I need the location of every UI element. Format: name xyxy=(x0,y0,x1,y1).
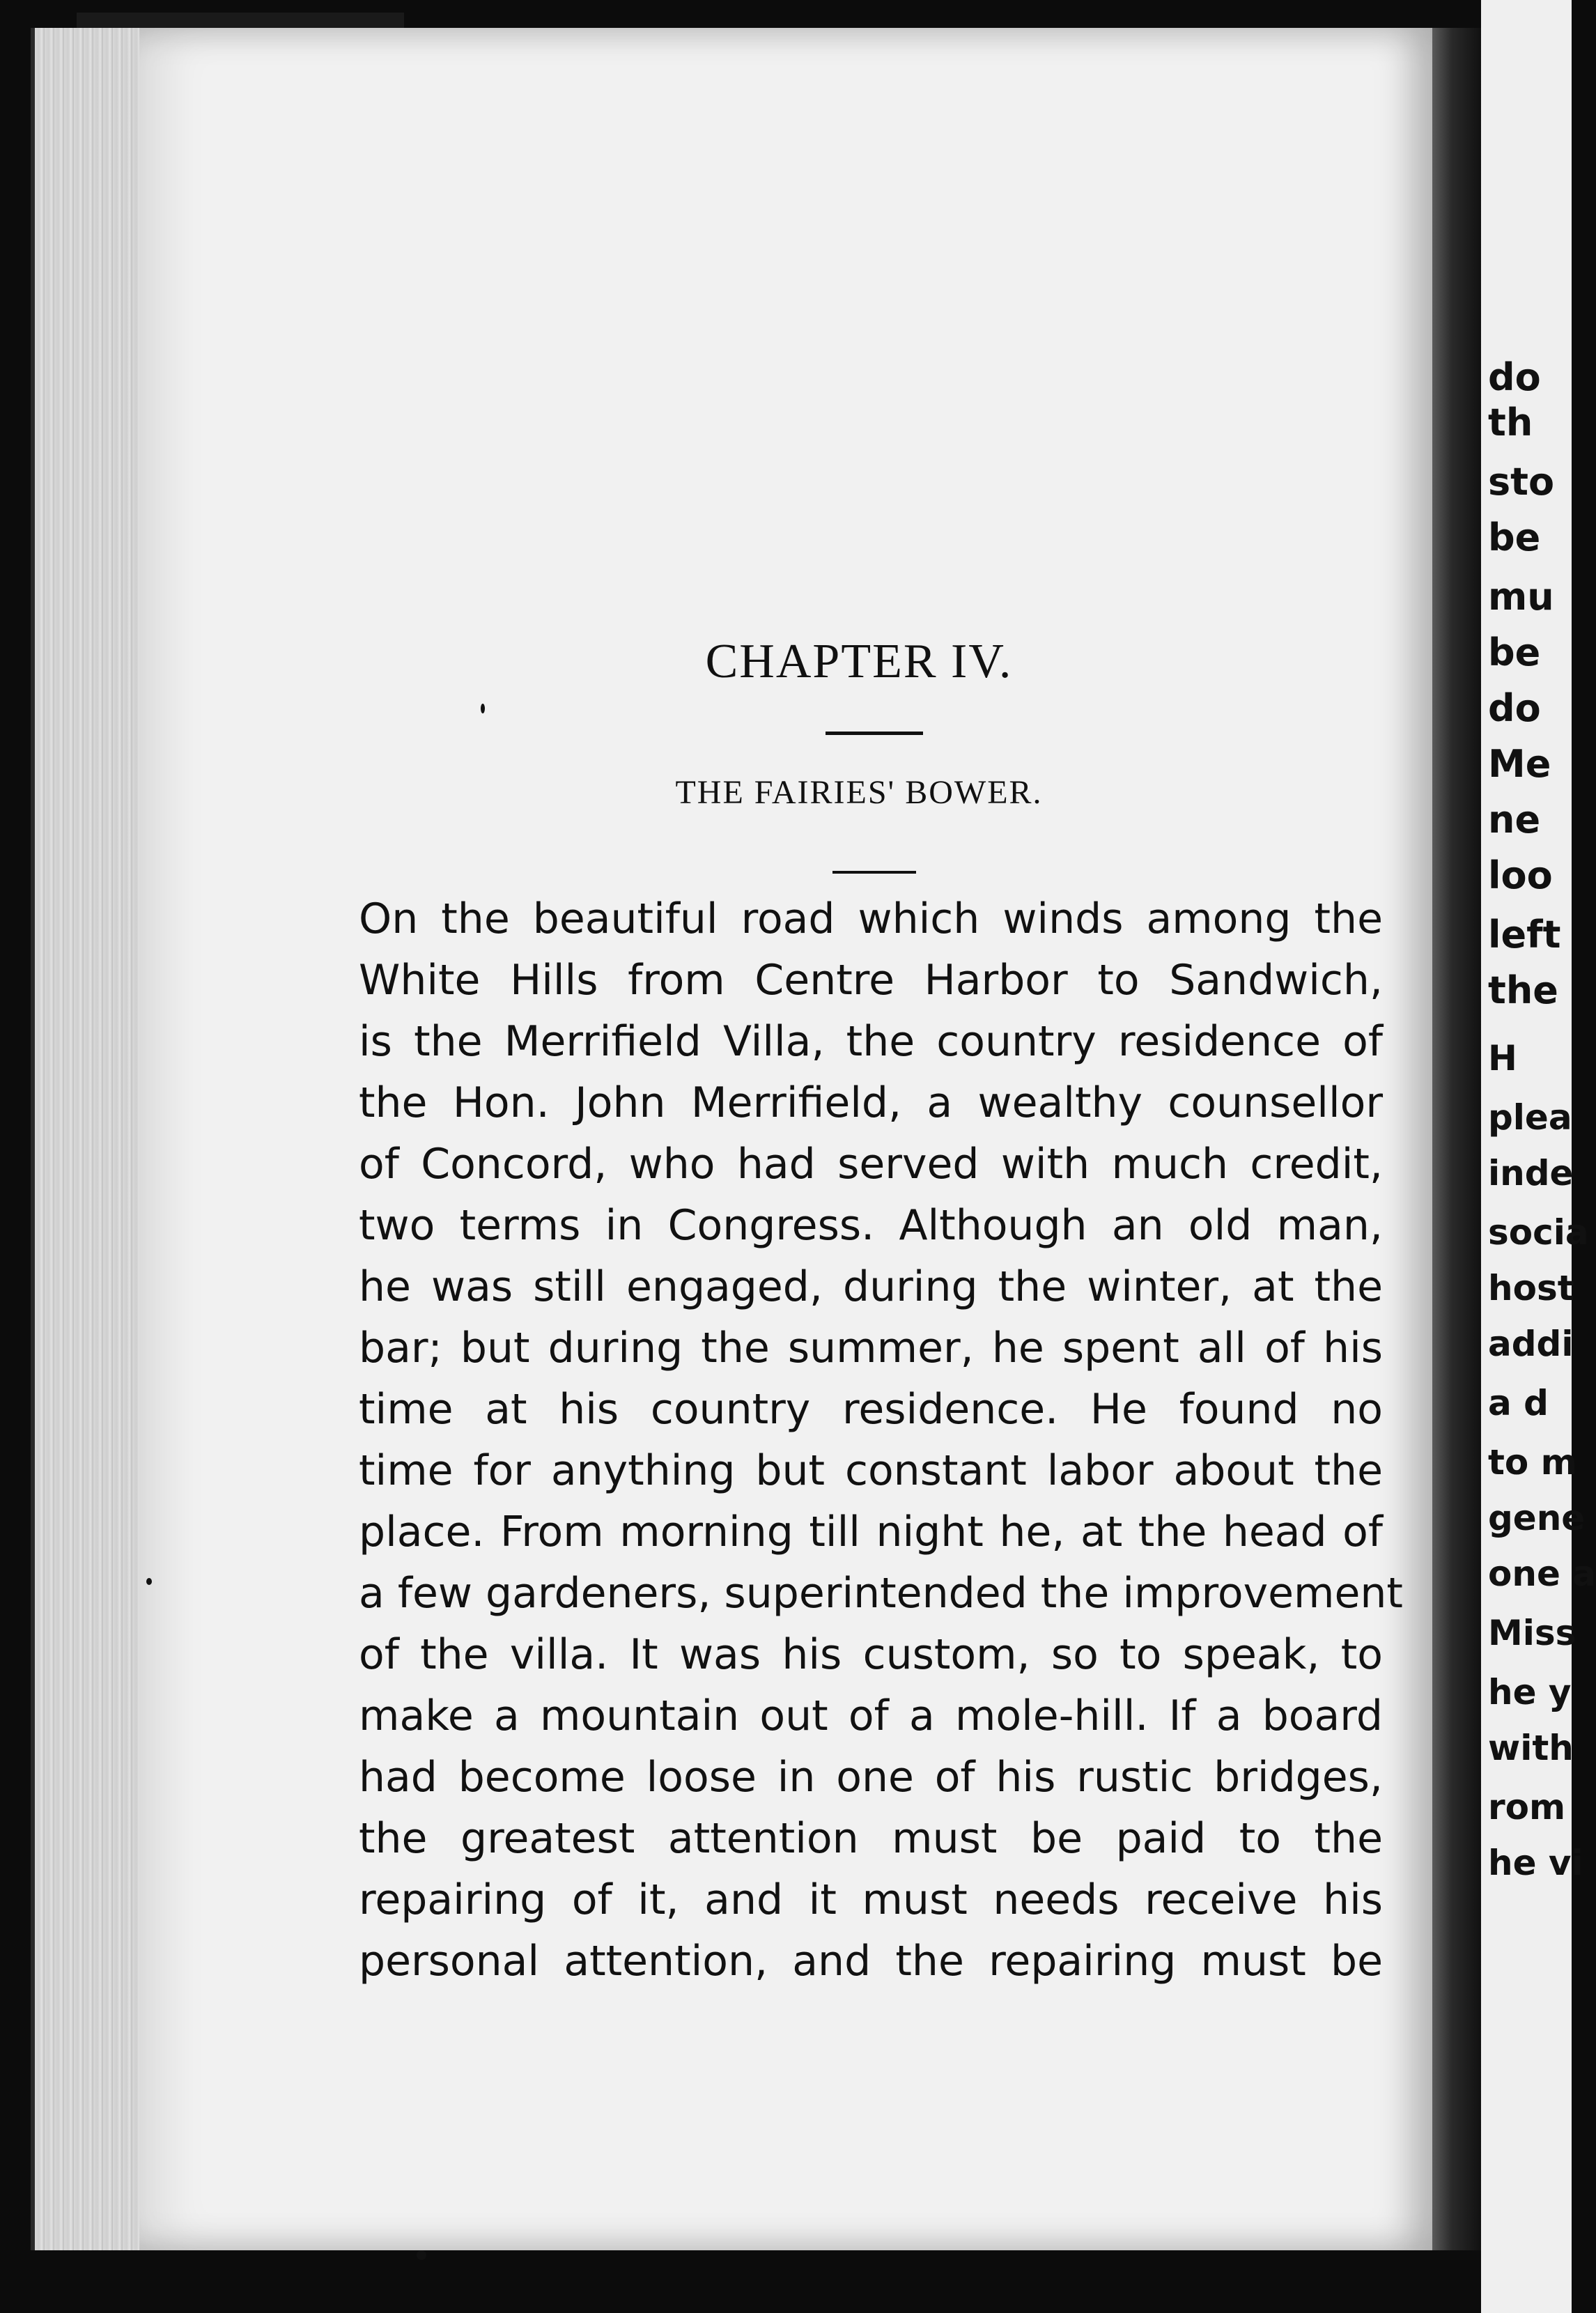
text-line: the Hon. John Merrifield, a wealthy counsellor xyxy=(359,1078,1383,1127)
text-line: repairing of it, and it must needs receive his xyxy=(359,1875,1383,1924)
text-line: had become loose in one of his rustic bridges, xyxy=(359,1753,1383,1802)
text-line: On the beautiful road which winds among the xyxy=(359,895,1383,943)
facing-page-fragment: sto xyxy=(1488,460,1555,504)
text-line: place. From morning till night he, at the head of xyxy=(359,1508,1383,1556)
facing-page-fragment: host xyxy=(1488,1268,1574,1308)
facing-page-fragment: be xyxy=(1488,516,1541,559)
facing-page-fragment: loo xyxy=(1488,853,1553,897)
title-rule xyxy=(826,732,923,735)
chapter-body xyxy=(359,888,1403,1992)
facing-page-fragment: rom xyxy=(1488,1787,1566,1827)
facing-page-fragment: gene xyxy=(1488,1498,1586,1538)
facing-page-fragment: with xyxy=(1488,1728,1574,1768)
facing-page-fragment: to m xyxy=(1488,1442,1577,1483)
chapter-subtitle: THE FAIRIES' BOWER. xyxy=(675,774,1043,811)
chapter-title: CHAPTER IV. xyxy=(705,635,1013,688)
facing-page-fragment: a d xyxy=(1488,1383,1549,1423)
ink-speck xyxy=(481,704,485,713)
facing-page xyxy=(1481,0,1596,2313)
book-gutter xyxy=(1432,28,1481,2250)
text-line: personal attention, and the repairing must be xyxy=(359,1937,1383,1986)
ink-speck xyxy=(417,2250,426,2260)
text-line: make a mountain out of a mole-hill. If a board xyxy=(359,1692,1383,1740)
facing-page-fragment: mu xyxy=(1488,575,1554,619)
facing-page-fragment: Me xyxy=(1488,742,1551,786)
facing-page-fragment: inde xyxy=(1488,1153,1574,1193)
facing-page-fragment: he y xyxy=(1488,1672,1572,1712)
facing-page-fragment: one a xyxy=(1488,1554,1596,1594)
facing-page-fragment: Miss xyxy=(1488,1613,1576,1653)
facing-page-fragment: plea xyxy=(1488,1097,1572,1138)
facing-page-fragment: be xyxy=(1488,631,1541,674)
facing-page-fragment: do xyxy=(1488,355,1541,399)
text-line: the greatest attention must be paid to the xyxy=(359,1814,1383,1863)
ink-speck xyxy=(146,1578,152,1585)
facing-page-fragment: he vi xyxy=(1488,1843,1583,1883)
text-line: White Hills from Centre Harbor to Sandwich, xyxy=(359,956,1383,1005)
subtitle-rule xyxy=(832,871,916,874)
facing-page-fragment: the xyxy=(1488,968,1558,1012)
facing-page-fragment: th xyxy=(1488,401,1533,444)
facing-page-fragment: addi xyxy=(1488,1324,1574,1364)
facing-page-fragment: socia xyxy=(1488,1212,1589,1253)
facing-page-fragment: do xyxy=(1488,686,1541,730)
facing-page-fragment: left xyxy=(1488,913,1561,957)
text-line: time for anything but constant labor about the xyxy=(359,1446,1383,1495)
text-line: time at his country residence. He found no xyxy=(359,1385,1383,1434)
text-line: is the Merrifield Villa, the country residence of xyxy=(359,1017,1383,1066)
text-line: of Concord, who had served with much credit, xyxy=(359,1140,1383,1189)
text-line: he was still engaged, during the winter, at the xyxy=(359,1262,1383,1311)
text-line: bar; but during the summer, he spent all of his xyxy=(359,1324,1383,1372)
facing-page-fragment: ne xyxy=(1488,798,1541,842)
facing-page-fragment: H xyxy=(1488,1038,1517,1078)
text-line: two terms in Congress. Although an old man, xyxy=(359,1201,1383,1250)
text-line: a few gardeners, superintended the improvement xyxy=(359,1569,1403,1618)
text-line: of the villa. It was his custom, so to speak, to xyxy=(359,1630,1383,1679)
